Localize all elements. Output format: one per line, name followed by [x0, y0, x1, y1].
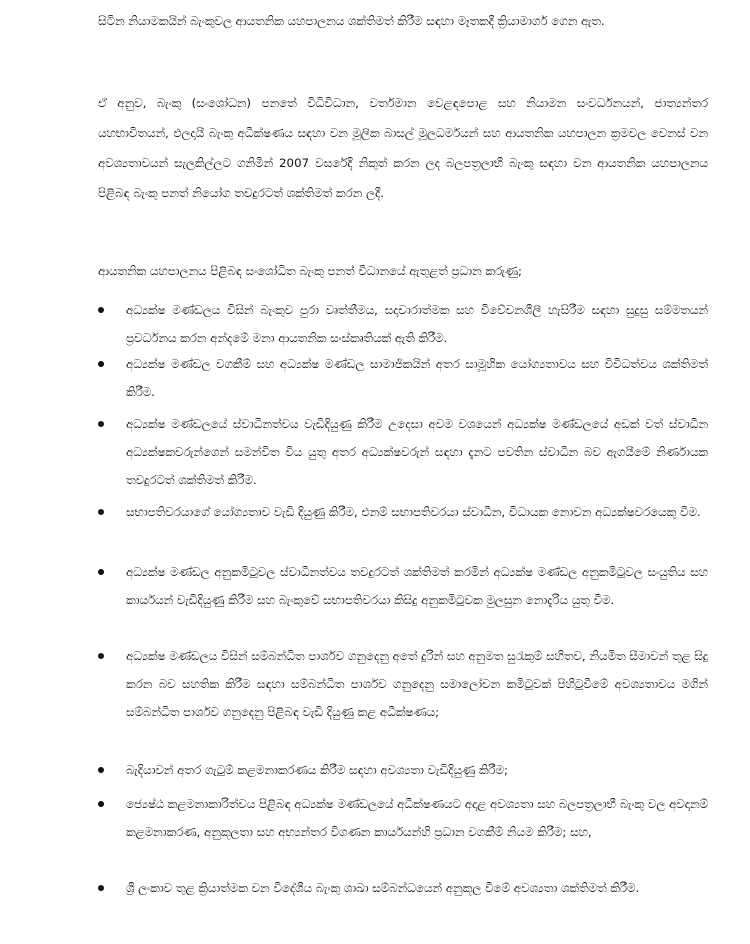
bullet-icon	[98, 569, 104, 575]
list-item-text: ජ්‍යෙෂ්ඨ කළමනාකාරිත්වය පිළිබඳ අධ්‍යක්ෂ මණ්ඩලයේ අධීක්ෂණයට අදාළ අවශ්‍යතා සහ බලපත්‍රලාභී බැංකු වල අවදානම් කළමනාකරණ, අනුකූලතා සහ අභ්‍යන්තර විගණන කාර්යයන්හි ප්‍රධාන වගකීම් නියම කිරීම; සහ,	[126, 797, 708, 839]
bullet-icon	[98, 767, 104, 773]
list-item-text: සභාපතිවරයාගේ යෝග්‍යතාව වැඩි දියුණු කිරීම, එනම් සභාපතිවරයා ස්වාධීන, විධායක නොවන අධ්‍යක්ෂවරයෙකු වීම.	[126, 505, 701, 519]
list-item-text: අධ්‍යක්ෂ මණ්ඩලයේ ස්වාධීනත්වය වැඩිදියුණු කිරීම උදෙසා අවම වශයෙන් අධ්‍යක්ෂ මණ්ඩලයේ අඩක් වත් ස්වාධීන අධ්‍යක්ෂකවරුන්ගෙන් සමන්විත විය යුතු අතර අධ්‍යක්ෂවරුන් සඳහා දැනට පවතින ස්වාධීන බව ඇගයීමේ නිර්ණායක තවදුරටත් ශක්තිමත් කිරීම.	[126, 417, 708, 487]
bullet-icon	[98, 307, 104, 313]
bullet-icon	[98, 509, 104, 515]
bullet-icon	[98, 653, 104, 659]
paragraph-3: ආයතනික යහපාලනය පිළිබඳ සංශෝධිත බැංකු පනත් විධානයේ ඇතුළත් ප්‍රධාන කරුණු;	[98, 264, 523, 278]
paragraph-2: ඒ අනුව, බැංකු (සංශෝධන) පනතේ විධිවිධාන, වර්තමාන වෙළඳපොළ සහ නියාමන සංවර්ධනයන්, ජාත්‍යන්තර යහභාවිතයන්, ඵලදායී බැංකු අධීක්ෂණය සඳහා වන මූලික බාසල් මූලධර්මයන් සහ ආයතනික යහපාලන ක්‍රමවල වෙනස් වන අවශ්‍යතාවයන් සැලකිල්ලට ගනිමින් 2007 වසරේදී නිකුත් කරන ලද බලපත්‍රලාභී බැංකු සඳහා වන ආයතනික යහපාලනය පිළිබඳ බැංකු පනත් නියෝග තවදුරටත් ශක්තිමත් කරන ලදී.	[98, 96, 708, 200]
paragraph-1: සිටින නියාමකයින් බැංකුවල ආයතනික යහපාලනය ශක්තිමත් කිරීම සඳහා මෑතකදී ක්‍රියාමාර්ග ගෙන ඇත.	[98, 14, 605, 28]
list-item-text: අධ්‍යක්ෂ මණ්ඩල අනුකමිටුවල ස්වාධීනත්වය තවදුරටත් ශක්තිමත් කරමින් අධ්‍යක්ෂ මණ්ඩල අනුකමිටුවල සංයුතිය සහ කාර්යයන් වැඩිදියුණු කිරීම සහ බැංකුවේ සභාපතිවරයා කිසිදු අනුකමිටුවක මුලසුන නොදැරිය යුතු වීම.	[126, 565, 708, 607]
list-item-text: අධ්‍යක්ෂ මණ්ඩල වගකීම් සහ අධ්‍යක්ෂ මණ්ඩල සාමාජිකයින් අතර සාමූහික යෝග්‍යතාවය සහ විවිධත්වය ශක්තිමත් කිරීම.	[126, 357, 708, 399]
list-item-text: අධ්‍යක්ෂ මණ්ඩලය විසින් සම්බන්ධිත පාර්ශව ගනුදෙනු අතේ දුරින් සහ අනුමත සුරැකුම් සහිතව, නියමිත සීමාවන් තුළ සිදු කරන බව සහතික කිරීම සඳහා සම්බන්ධිත පාර්ශව ගනුදෙනු සමාලෝචන කමිටුවක් පිහිටුවීමේ අවශ්‍යතාවය මගින් සම්බන්ධිත පාර්ශව ගනුදෙනු පිළිබඳ වැඩි දියුණු කළ අධීක්ෂණය;	[126, 649, 708, 719]
list-item-text: ශ්‍රී ලංකාව තුළ ක්‍රියාත්මක වන විදේශීය බැංකු ශාඛා සම්බන්ධයෙන් අනුකූල වීමේ අවශ්‍යතා ශක්තිමත් කිරීම.	[126, 881, 640, 895]
bullet-icon	[98, 801, 104, 807]
list-item-text: අධ්‍යක්ෂ මණ්ඩලය විසින් බැංකුව පුරා වෘත්තීමය, සදාචාරාත්මක සහ විවේචනශීලී හැසිරීම සඳහා සුදුසු සම්මතයන් ප්‍රවර්ධනය කරන අන්දමේ මනා ආයතනික සංස්කෘතියක් ඇති කිරීම.	[126, 303, 708, 345]
bullet-icon	[98, 421, 104, 427]
bullet-icon	[98, 361, 104, 367]
bullet-icon	[98, 885, 104, 891]
list-item-text: බැදියාවන් අතර ගැටුම් කළමනාකරණය කිරීම සඳහා අවශ්‍යතා වැඩිදියුණු කිරීම;	[126, 763, 509, 777]
